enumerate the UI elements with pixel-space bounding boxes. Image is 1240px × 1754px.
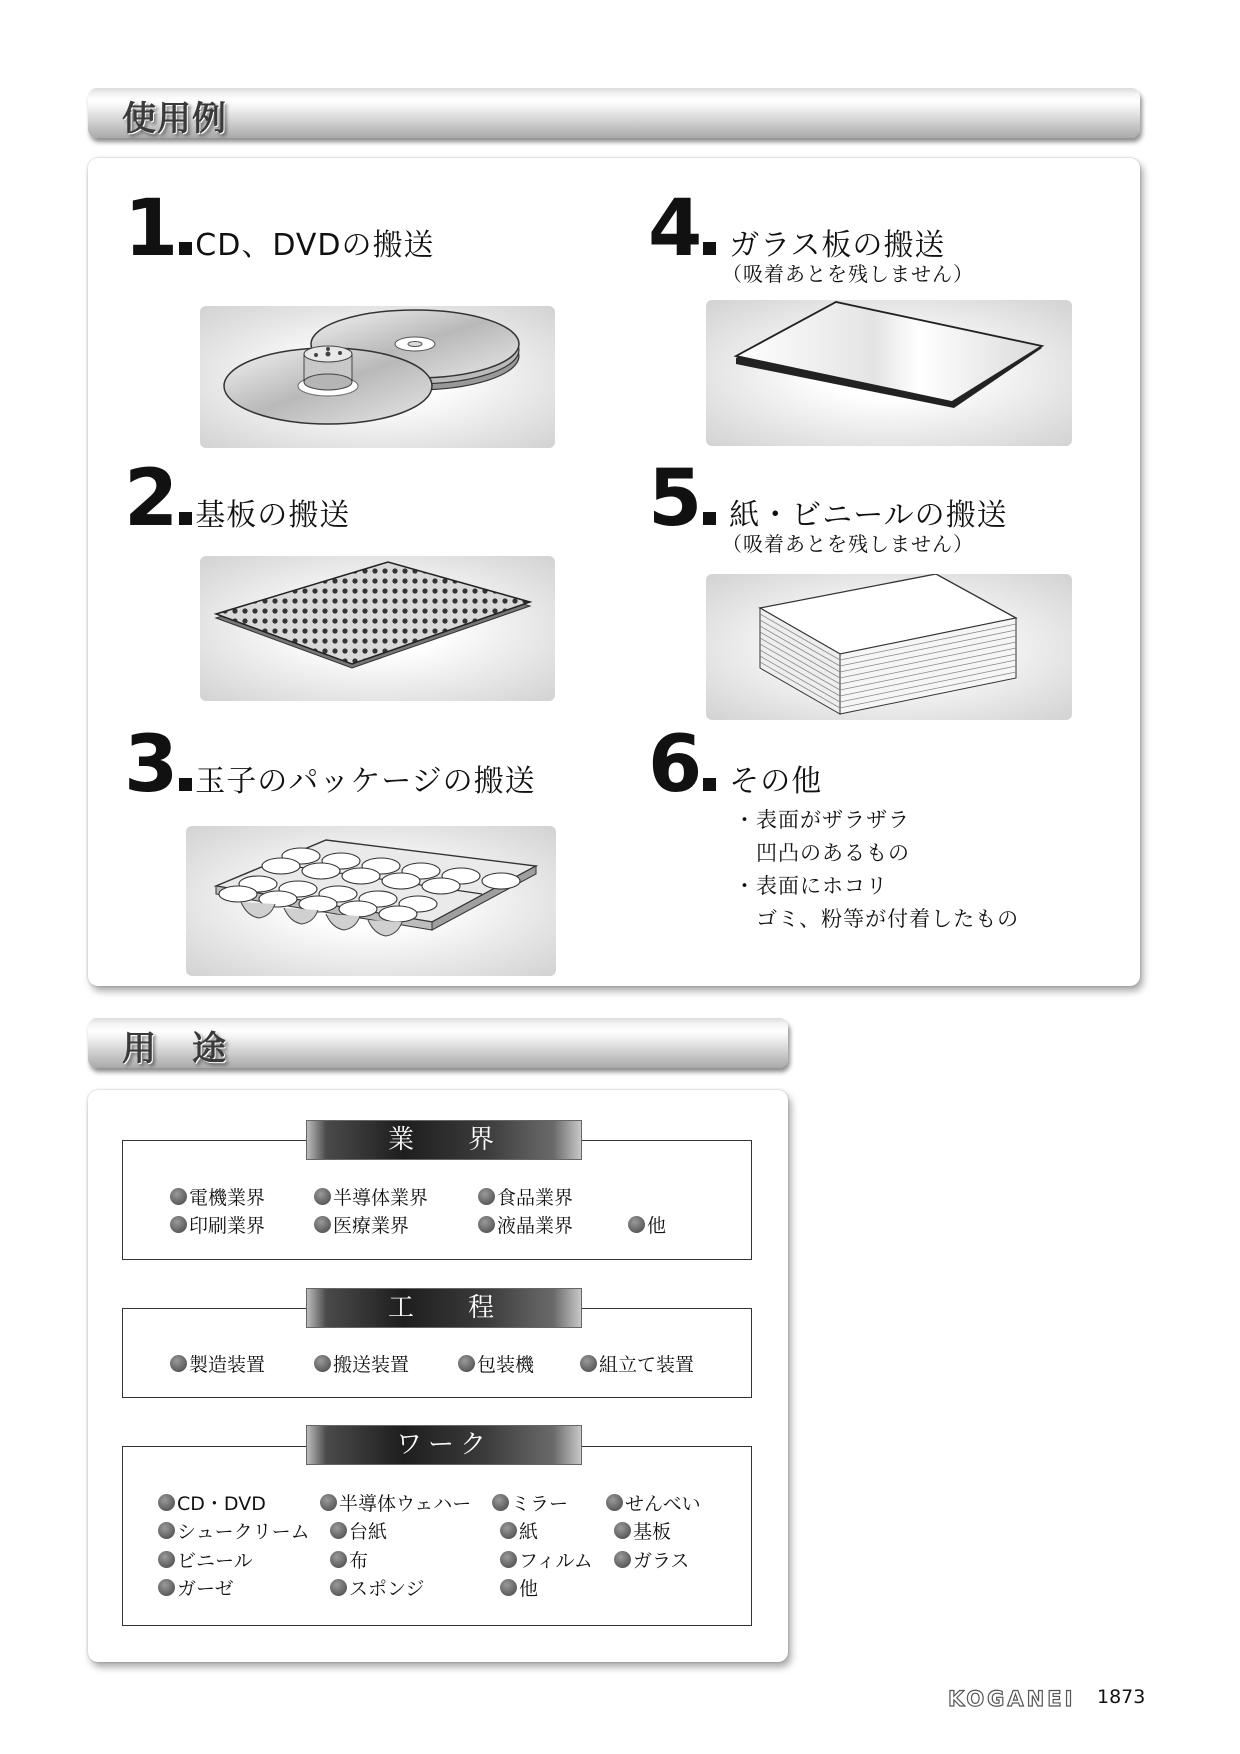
bullet-icon (158, 1579, 175, 1596)
bullet-icon (314, 1216, 331, 1233)
page-number: 1873 (1097, 1686, 1146, 1708)
list-item: ・表面にホコリ (734, 874, 888, 898)
section-title: 用 途 (122, 1029, 227, 1069)
example-title: 紙・ビニールの搬送 (729, 498, 1008, 533)
industry-item: 電機業界 (170, 1183, 265, 1210)
egg-carton-illustration (186, 826, 556, 976)
workpiece-item: ガラス (614, 1546, 689, 1573)
bullet-icon (478, 1188, 495, 1205)
bullet-icon (580, 1355, 597, 1372)
workpiece-item: フィルム (500, 1546, 593, 1573)
example-number: 4 (648, 184, 701, 274)
industry-item: 食品業界 (478, 1183, 573, 1210)
example-title: その他 (729, 764, 823, 799)
bullet-icon (478, 1216, 495, 1233)
example-3-heading (124, 720, 536, 810)
other-conditions-list (734, 804, 1019, 936)
workpiece-item: ビニール (158, 1546, 253, 1573)
industry-item: 液晶業界 (478, 1211, 573, 1238)
bullet-icon (500, 1522, 517, 1539)
bullet-icon (330, 1551, 347, 1568)
example-note: （吸着あとを残しません） (722, 262, 974, 286)
example-number: 3 (124, 720, 177, 810)
section-header-applications (88, 1018, 788, 1068)
bullet-icon (500, 1579, 517, 1596)
glass-plate-illustration (706, 300, 1072, 446)
tag-label: 業 (387, 1125, 420, 1155)
bullet-icon (314, 1188, 331, 1205)
workpiece-item: 布 (330, 1546, 368, 1573)
example-number: 5 (648, 454, 701, 544)
example-2-heading (124, 454, 351, 544)
workpiece-tag (306, 1425, 582, 1465)
cd-dvd-illustration (200, 306, 555, 448)
workpiece-item: 紙 (500, 1517, 538, 1544)
tag-label: 工 (387, 1293, 420, 1323)
number-dot (703, 512, 716, 525)
workpiece-item: せんべい (606, 1489, 701, 1516)
bullet-icon (500, 1551, 517, 1568)
section-title: 使用例 (122, 99, 227, 139)
example-title: 基板の搬送 (195, 498, 351, 533)
example-number: 2 (124, 454, 177, 544)
industry-item: 半導体業界 (314, 1183, 428, 1210)
bullet-icon (170, 1355, 187, 1372)
list-item: 凹凸のあるもの (734, 841, 910, 865)
workpiece-item: 基板 (614, 1517, 671, 1544)
workpiece-item: シュークリーム (158, 1517, 310, 1544)
process-item: 包装機 (458, 1350, 534, 1377)
board-illustration (200, 556, 555, 701)
process-item: 搬送装置 (314, 1350, 409, 1377)
example-6-heading (648, 720, 823, 810)
number-dot (703, 778, 716, 791)
example-title: ガラス板の搬送 (729, 228, 946, 263)
bullet-icon (158, 1551, 175, 1568)
number-dot (703, 242, 716, 255)
tag-label: 程 (468, 1293, 501, 1323)
example-number: 6 (648, 720, 701, 810)
example-title: 玉子のパッケージの搬送 (195, 764, 536, 799)
example-number: 1 (124, 184, 177, 274)
brand-logo: KOGANEI (948, 1687, 1076, 1711)
bullet-icon (330, 1579, 347, 1596)
bullet-icon (314, 1355, 331, 1372)
industry-item: 印刷業界 (170, 1211, 265, 1238)
example-1-heading (124, 184, 435, 274)
example-note: （吸着あとを残しません） (722, 532, 974, 556)
workpiece-item: 他 (500, 1574, 538, 1601)
number-dot (179, 512, 192, 525)
process-tag (306, 1288, 582, 1328)
process-item: 製造装置 (170, 1350, 265, 1377)
bullet-icon (170, 1216, 187, 1233)
list-item: ゴミ、粉等が付着したもの (734, 907, 1020, 931)
bullet-icon (158, 1522, 175, 1539)
bullet-icon (614, 1551, 631, 1568)
bullet-icon (158, 1494, 175, 1511)
industry-tag (306, 1120, 582, 1160)
workpiece-item: 半導体ウェハー (320, 1489, 471, 1516)
tag-label: ワーク (395, 1430, 492, 1460)
tag-label: 界 (468, 1125, 501, 1155)
bullet-icon (606, 1494, 623, 1511)
example-4-heading (648, 184, 946, 274)
workpiece-item: ガーゼ (158, 1574, 234, 1601)
workpiece-item: CD・DVD (158, 1489, 266, 1516)
bullet-icon (170, 1188, 187, 1205)
industry-item: 他 (628, 1211, 666, 1238)
section-header-usage-examples (88, 88, 1140, 138)
bullet-icon (492, 1494, 509, 1511)
number-dot (179, 778, 192, 791)
workpiece-item: スポンジ (330, 1574, 425, 1601)
industry-item: 医療業界 (314, 1211, 409, 1238)
bullet-icon (330, 1522, 347, 1539)
list-item: ・表面がザラザラ (734, 808, 910, 832)
workpiece-item: 台紙 (330, 1517, 387, 1544)
bullet-icon (320, 1494, 337, 1511)
process-item: 組立て装置 (580, 1350, 694, 1377)
workpiece-item: ミラー (492, 1489, 568, 1516)
bullet-icon (628, 1216, 645, 1233)
example-title: CD、DVDの搬送 (195, 228, 435, 263)
paper-stack-illustration (706, 574, 1072, 720)
number-dot (179, 242, 192, 255)
bullet-icon (458, 1355, 475, 1372)
bullet-icon (614, 1522, 631, 1539)
